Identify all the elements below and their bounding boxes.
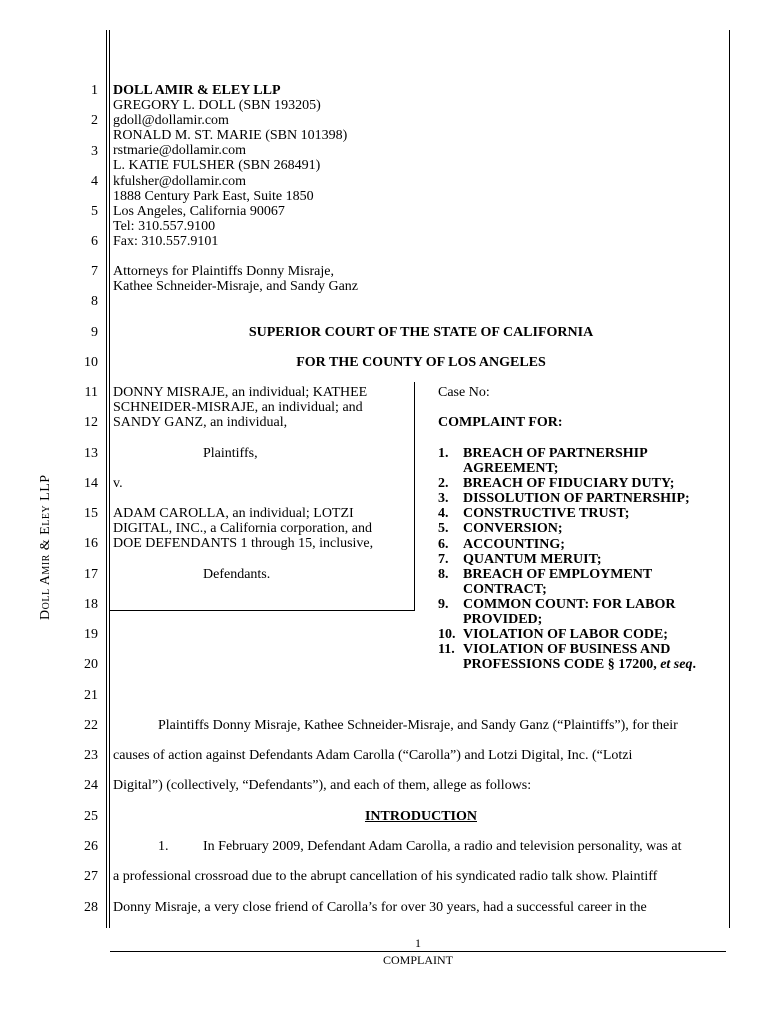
- cause-number: [438, 657, 463, 672]
- cause-of-action-line: [438, 461, 696, 476]
- cause-number: 4.: [438, 506, 449, 522]
- line-number: 4: [91, 174, 98, 189]
- caption-divider: [414, 382, 415, 611]
- county-name: FOR THE COUNTY OF LOS ANGELES: [296, 355, 546, 370]
- cause-text: CONVERSION;: [463, 521, 563, 537]
- line-number: 28: [84, 900, 98, 915]
- line-number: 2: [91, 113, 98, 128]
- cause-of-action-line: [438, 582, 696, 597]
- caption-bottom-rule: [110, 610, 415, 611]
- line-number: 9: [91, 325, 98, 340]
- cause-number: 1.: [438, 446, 449, 461]
- side-firm-label: Doll Amir & Eley LLP: [38, 474, 53, 620]
- cause-of-action-line: [438, 446, 696, 461]
- cause-of-action-line: [438, 612, 696, 627]
- footer-title: COMPLAINT: [382, 953, 453, 967]
- versus: v.: [113, 476, 123, 491]
- footer-rule: [110, 951, 726, 952]
- cause-text: BREACH OF FIDUCIARY DUTY;: [463, 476, 675, 492]
- defendants-line: DIGITAL, INC., a California corporation, and: [113, 521, 372, 536]
- cause-text: ACCOUNTING;: [463, 536, 565, 552]
- cause-text: PROFESSIONS CODE § 17200,: [463, 657, 661, 673]
- line-number: 25: [84, 809, 98, 824]
- header-line: L. KATIE FULSHER (SBN 268491): [113, 158, 321, 174]
- cause-number: 6.: [438, 536, 449, 552]
- plaintiffs-label: Plaintiffs,: [203, 446, 258, 461]
- line-number: 16: [84, 536, 98, 551]
- line-number: 7: [91, 264, 98, 279]
- cause-tail-end: .: [692, 657, 696, 673]
- cause-number: 5.: [438, 521, 449, 537]
- header-line: rstmarie@dollamir.com: [113, 143, 247, 159]
- cause-of-action-line: [438, 642, 696, 657]
- header-line: kfulsher@dollamir.com: [113, 173, 247, 189]
- cause-text: DISSOLUTION OF PARTNERSHIP;: [463, 491, 690, 507]
- firm-name: DOLL AMIR & ELEY LLP: [113, 83, 281, 98]
- body-line: Digital”) (collectively, “Defendants”), and each of them, allege as follows:: [113, 778, 532, 793]
- header-line: 1888 Century Park East, Suite 1850: [113, 188, 314, 204]
- cause-number: 9.: [438, 596, 449, 612]
- line-number: 10: [84, 355, 98, 370]
- cause-number: [438, 582, 463, 597]
- line-number: 11: [84, 385, 98, 400]
- header-line: RONALD M. ST. MARIE (SBN 101398): [113, 128, 348, 144]
- attorneys-for: [113, 264, 358, 294]
- cause-of-action-line: [438, 476, 696, 491]
- attorneys-for-line: Kathee Schneider-Misraje, and Sandy Ganz: [113, 279, 359, 295]
- line-number: 26: [84, 839, 98, 854]
- defendants-label: Defendants.: [203, 567, 271, 582]
- line-number: 13: [84, 446, 98, 461]
- line-number: 27: [84, 869, 98, 884]
- line-number: 6: [91, 234, 98, 249]
- complaint-for: COMPLAINT FOR:: [438, 415, 563, 430]
- body-line: a professional crossroad due to the abrupt cancellation of his syndicated radio talk show. Plaintiff: [113, 869, 658, 884]
- cause-of-action-line: [438, 567, 696, 582]
- cause-number: [438, 461, 463, 476]
- cause-italic-tail: et seq: [660, 657, 693, 673]
- cause-number: 7.: [438, 551, 449, 567]
- line-number: 24: [84, 778, 98, 793]
- plaintiffs-line: SANDY GANZ, an individual,: [113, 415, 288, 430]
- case-number: Case No:: [438, 385, 490, 400]
- line-number: 17: [84, 567, 98, 582]
- introduction-heading: INTRODUCTION: [364, 809, 477, 824]
- body-line: In February 2009, Defendant Adam Carolla, a radio and television personality, was at: [203, 839, 682, 854]
- line-number: 12: [84, 415, 98, 430]
- line-number: 15: [84, 506, 98, 521]
- cause-text: BREACH OF EMPLOYMENT: [463, 566, 653, 582]
- cause-of-action-line: [438, 506, 696, 521]
- line-number: 20: [84, 657, 98, 672]
- attorneys-for-line: Attorneys for Plaintiffs Donny Misraje,: [113, 264, 334, 279]
- cause-number: 3.: [438, 491, 449, 507]
- line-number: 14: [84, 476, 98, 491]
- line-number: 19: [84, 627, 98, 642]
- line-number: 22: [84, 718, 98, 733]
- cause-of-action-line: [438, 597, 696, 612]
- cause-of-action-line: [438, 627, 696, 642]
- cause-number: 10.: [438, 627, 456, 643]
- line-number: 21: [84, 688, 98, 703]
- header-line: GREGORY L. DOLL (SBN 193205): [113, 98, 321, 114]
- cause-of-action-line: [438, 537, 696, 552]
- cause-text: VIOLATION OF BUSINESS AND: [463, 642, 671, 658]
- right-margin-rule: [729, 30, 730, 928]
- cause-text: COMMON COUNT: FOR LABOR: [463, 596, 676, 612]
- court-name: SUPERIOR COURT OF THE STATE OF CALIFORNIA: [248, 325, 594, 340]
- causes-of-action-list: [438, 446, 696, 672]
- cause-of-action-line: [438, 521, 696, 536]
- cause-text: BREACH OF PARTNERSHIP: [463, 446, 648, 461]
- cause-text: AGREEMENT;: [463, 461, 559, 477]
- plaintiffs-line: SCHNEIDER-MISRAJE, an individual; and: [113, 400, 363, 415]
- header-line: Los Angeles, California 90067: [113, 203, 285, 219]
- cause-number: 8.: [438, 566, 449, 582]
- defendants-line: ADAM CAROLLA, an individual; LOTZI: [113, 506, 354, 521]
- header-line: gdoll@dollamir.com: [113, 113, 229, 129]
- attorney-header: [113, 83, 347, 249]
- line-number: 23: [84, 748, 98, 763]
- header-line: Tel: 310.557.9100: [113, 218, 216, 234]
- left-margin-rule-inner: [109, 30, 110, 928]
- cause-of-action-line: [438, 657, 696, 672]
- line-number: 18: [84, 597, 98, 612]
- line-number: 8: [91, 294, 98, 309]
- cause-number: 11.: [438, 642, 455, 658]
- line-number: 5: [91, 204, 98, 219]
- cause-text: QUANTUM MERUIT;: [463, 551, 602, 567]
- defendants-line: DOE DEFENDANTS 1 through 15, inclusive,: [113, 536, 374, 551]
- body-line: Plaintiffs Donny Misraje, Kathee Schneider-Misraje, and Sandy Ganz (“Plaintiffs”), for their: [158, 718, 678, 733]
- body-line: Donny Misraje, a very close friend of Carolla’s for over 30 years, had a successful career in the: [113, 900, 647, 915]
- body-line: causes of action against Defendants Adam Carolla (“Carolla”) and Lotzi Digital, Inc. (“Lotzi: [113, 748, 633, 763]
- cause-number: 2.: [438, 476, 449, 492]
- cause-text: PROVIDED;: [463, 612, 543, 628]
- plaintiffs-line: DONNY MISRAJE, an individual; KATHEE: [113, 385, 368, 400]
- page-number: 1: [415, 936, 421, 950]
- cause-text: VIOLATION OF LABOR CODE;: [463, 627, 668, 643]
- cause-of-action-line: [438, 552, 696, 567]
- header-line: Fax: 310.557.9101: [113, 233, 219, 249]
- cause-number: [438, 612, 463, 627]
- line-number: 1: [91, 83, 98, 98]
- cause-text: CONSTRUCTIVE TRUST;: [463, 506, 630, 522]
- cause-text: CONTRACT;: [463, 581, 547, 597]
- cause-of-action-line: [438, 491, 696, 506]
- left-margin-rule-outer: [106, 30, 107, 928]
- paragraph-number: 1.: [158, 839, 169, 854]
- line-number: 3: [91, 144, 98, 159]
